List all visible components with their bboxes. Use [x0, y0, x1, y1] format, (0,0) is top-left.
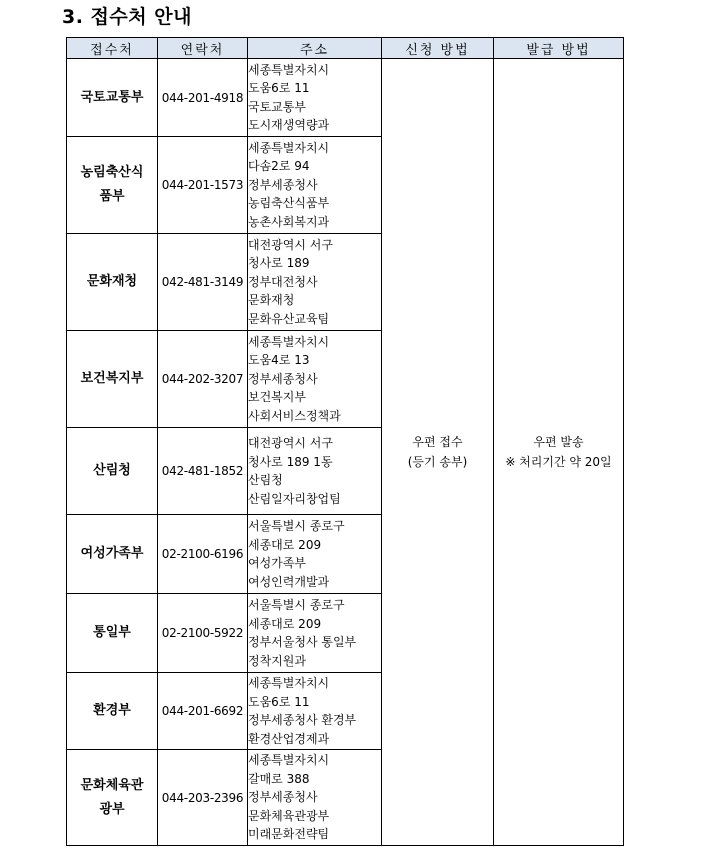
address-line: 정부세종청사: [248, 177, 318, 192]
header-issue-method: 발급 방법: [494, 38, 624, 59]
address-line: 정부세종청사: [248, 371, 318, 386]
agency-name: 문화재청: [86, 274, 138, 289]
address-line: 정부서울청사 통일부: [248, 635, 357, 649]
address-line: 여성인력개발과: [248, 574, 330, 589]
agency-name: 보건복지부: [80, 371, 144, 386]
address-line: 도움6로 11: [248, 81, 310, 95]
header-address: 주소: [248, 38, 382, 59]
issue-method-line: ※ 처리기간 약 20일: [505, 455, 612, 469]
table-header-row: [67, 38, 624, 59]
address-line: 대전광역시 서구: [248, 237, 333, 252]
address-line: 갈매로 388: [248, 771, 310, 786]
address-line: 세종대로 209: [248, 616, 322, 631]
address-line: 세종대로 209: [248, 537, 322, 552]
address-line: 산림청: [248, 473, 283, 487]
address-cell: [248, 234, 382, 331]
section-title: 3. 접수처 안내: [62, 6, 192, 28]
address-line: 정부대전청사: [248, 274, 318, 289]
address-line: 국토교통부: [248, 99, 306, 114]
address-line: 서울특별시 종로구: [248, 598, 345, 612]
header-agency: 접수처: [67, 38, 158, 59]
address-line: 대전광역시 서구: [248, 436, 333, 450]
address-line: 세종특별자치시: [248, 62, 330, 77]
address-line: 청사로 189: [248, 256, 310, 271]
address-cell: [248, 137, 382, 234]
apply-method-line: 우편 접수: [412, 435, 463, 449]
address-line: 사회서비스정책과: [248, 408, 341, 423]
address-line: 미래문화전략팀: [248, 827, 330, 842]
address-line: 문화유산교육팀: [248, 311, 330, 326]
issue-method-line: 우편 발송: [533, 435, 584, 449]
address-line: 세종특별자치시: [248, 334, 330, 349]
contact-phone: 044-203-2396: [158, 750, 248, 846]
agency-cell: [67, 234, 158, 331]
agency-name: 국토교통부: [80, 89, 144, 105]
agency-name: 문화체육관광부: [80, 777, 144, 817]
address-line: 다솜2로 94: [248, 159, 310, 174]
address-cell: [248, 428, 382, 515]
agency-cell: [67, 137, 158, 234]
address-line: 보건복지부: [248, 390, 306, 405]
contact-phone: 02-2100-6196: [158, 515, 248, 594]
address-line: 도움6로 11: [248, 694, 310, 709]
table-body: [67, 59, 624, 846]
address-line: 도시재생역량과: [248, 118, 330, 132]
contact-phone: 044-201-1573: [158, 137, 248, 234]
address-line: 청사로 189 1동: [248, 454, 333, 469]
address-line: 세종특별자치시: [248, 676, 330, 690]
address-line: 정부세종청사: [248, 790, 318, 805]
address-cell: [248, 331, 382, 428]
address-cell: [248, 594, 382, 673]
address-line: 서울특별시 종로구: [248, 519, 345, 533]
agency-cell: [67, 515, 158, 594]
address-cell: [248, 750, 382, 846]
contact-phone: 044-201-4918: [158, 59, 248, 137]
header-contact: 연락처: [158, 38, 248, 59]
agency-name: 산림청: [93, 463, 131, 478]
address-line: 도움4로 13: [248, 353, 310, 368]
agency-name: 농림축산식품부: [80, 165, 144, 204]
apply-method-line: (등기 송부): [407, 455, 468, 469]
issue-method-cell: [494, 59, 624, 846]
address-line: 여성가족부: [248, 556, 306, 570]
contact-phone: 042-481-3149: [158, 234, 248, 331]
table-row: [67, 59, 624, 137]
contact-phone: 044-202-3207: [158, 331, 248, 428]
agency-cell: [67, 428, 158, 515]
address-line: 문화재청: [248, 293, 295, 308]
agency-name: 통일부: [93, 625, 131, 640]
address-cell: [248, 59, 382, 137]
address-line: 농촌사회복지과: [248, 214, 330, 229]
intake-office-table: [66, 37, 624, 846]
apply-method-cell: [382, 59, 494, 846]
address-line: 정부세종청사 환경부: [248, 713, 357, 727]
agency-cell: [67, 750, 158, 846]
contact-phone: 042-481-1852: [158, 428, 248, 515]
address-cell: [248, 515, 382, 594]
address-line: 세종특별자치시: [248, 753, 330, 768]
agency-name: 환경부: [93, 703, 131, 718]
header-apply-method: 신청 방법: [382, 38, 494, 59]
contact-phone: 02-2100-5922: [158, 594, 248, 673]
address-line: 환경산업경제과: [248, 731, 330, 746]
agency-cell: [67, 331, 158, 428]
address-line: 세종특별자치시: [248, 140, 330, 155]
agency-cell: [67, 673, 158, 750]
agency-name: 여성가족부: [80, 546, 144, 561]
address-line: 농림축산식품부: [248, 196, 330, 211]
address-line: 정착지원과: [248, 653, 306, 668]
address-line: 문화체육관광부: [248, 808, 330, 823]
agency-cell: [67, 594, 158, 673]
address-line: 산림일자리창업팀: [248, 491, 341, 506]
address-cell: [248, 673, 382, 750]
agency-cell: [67, 59, 158, 137]
contact-phone: 044-201-6692: [158, 673, 248, 750]
